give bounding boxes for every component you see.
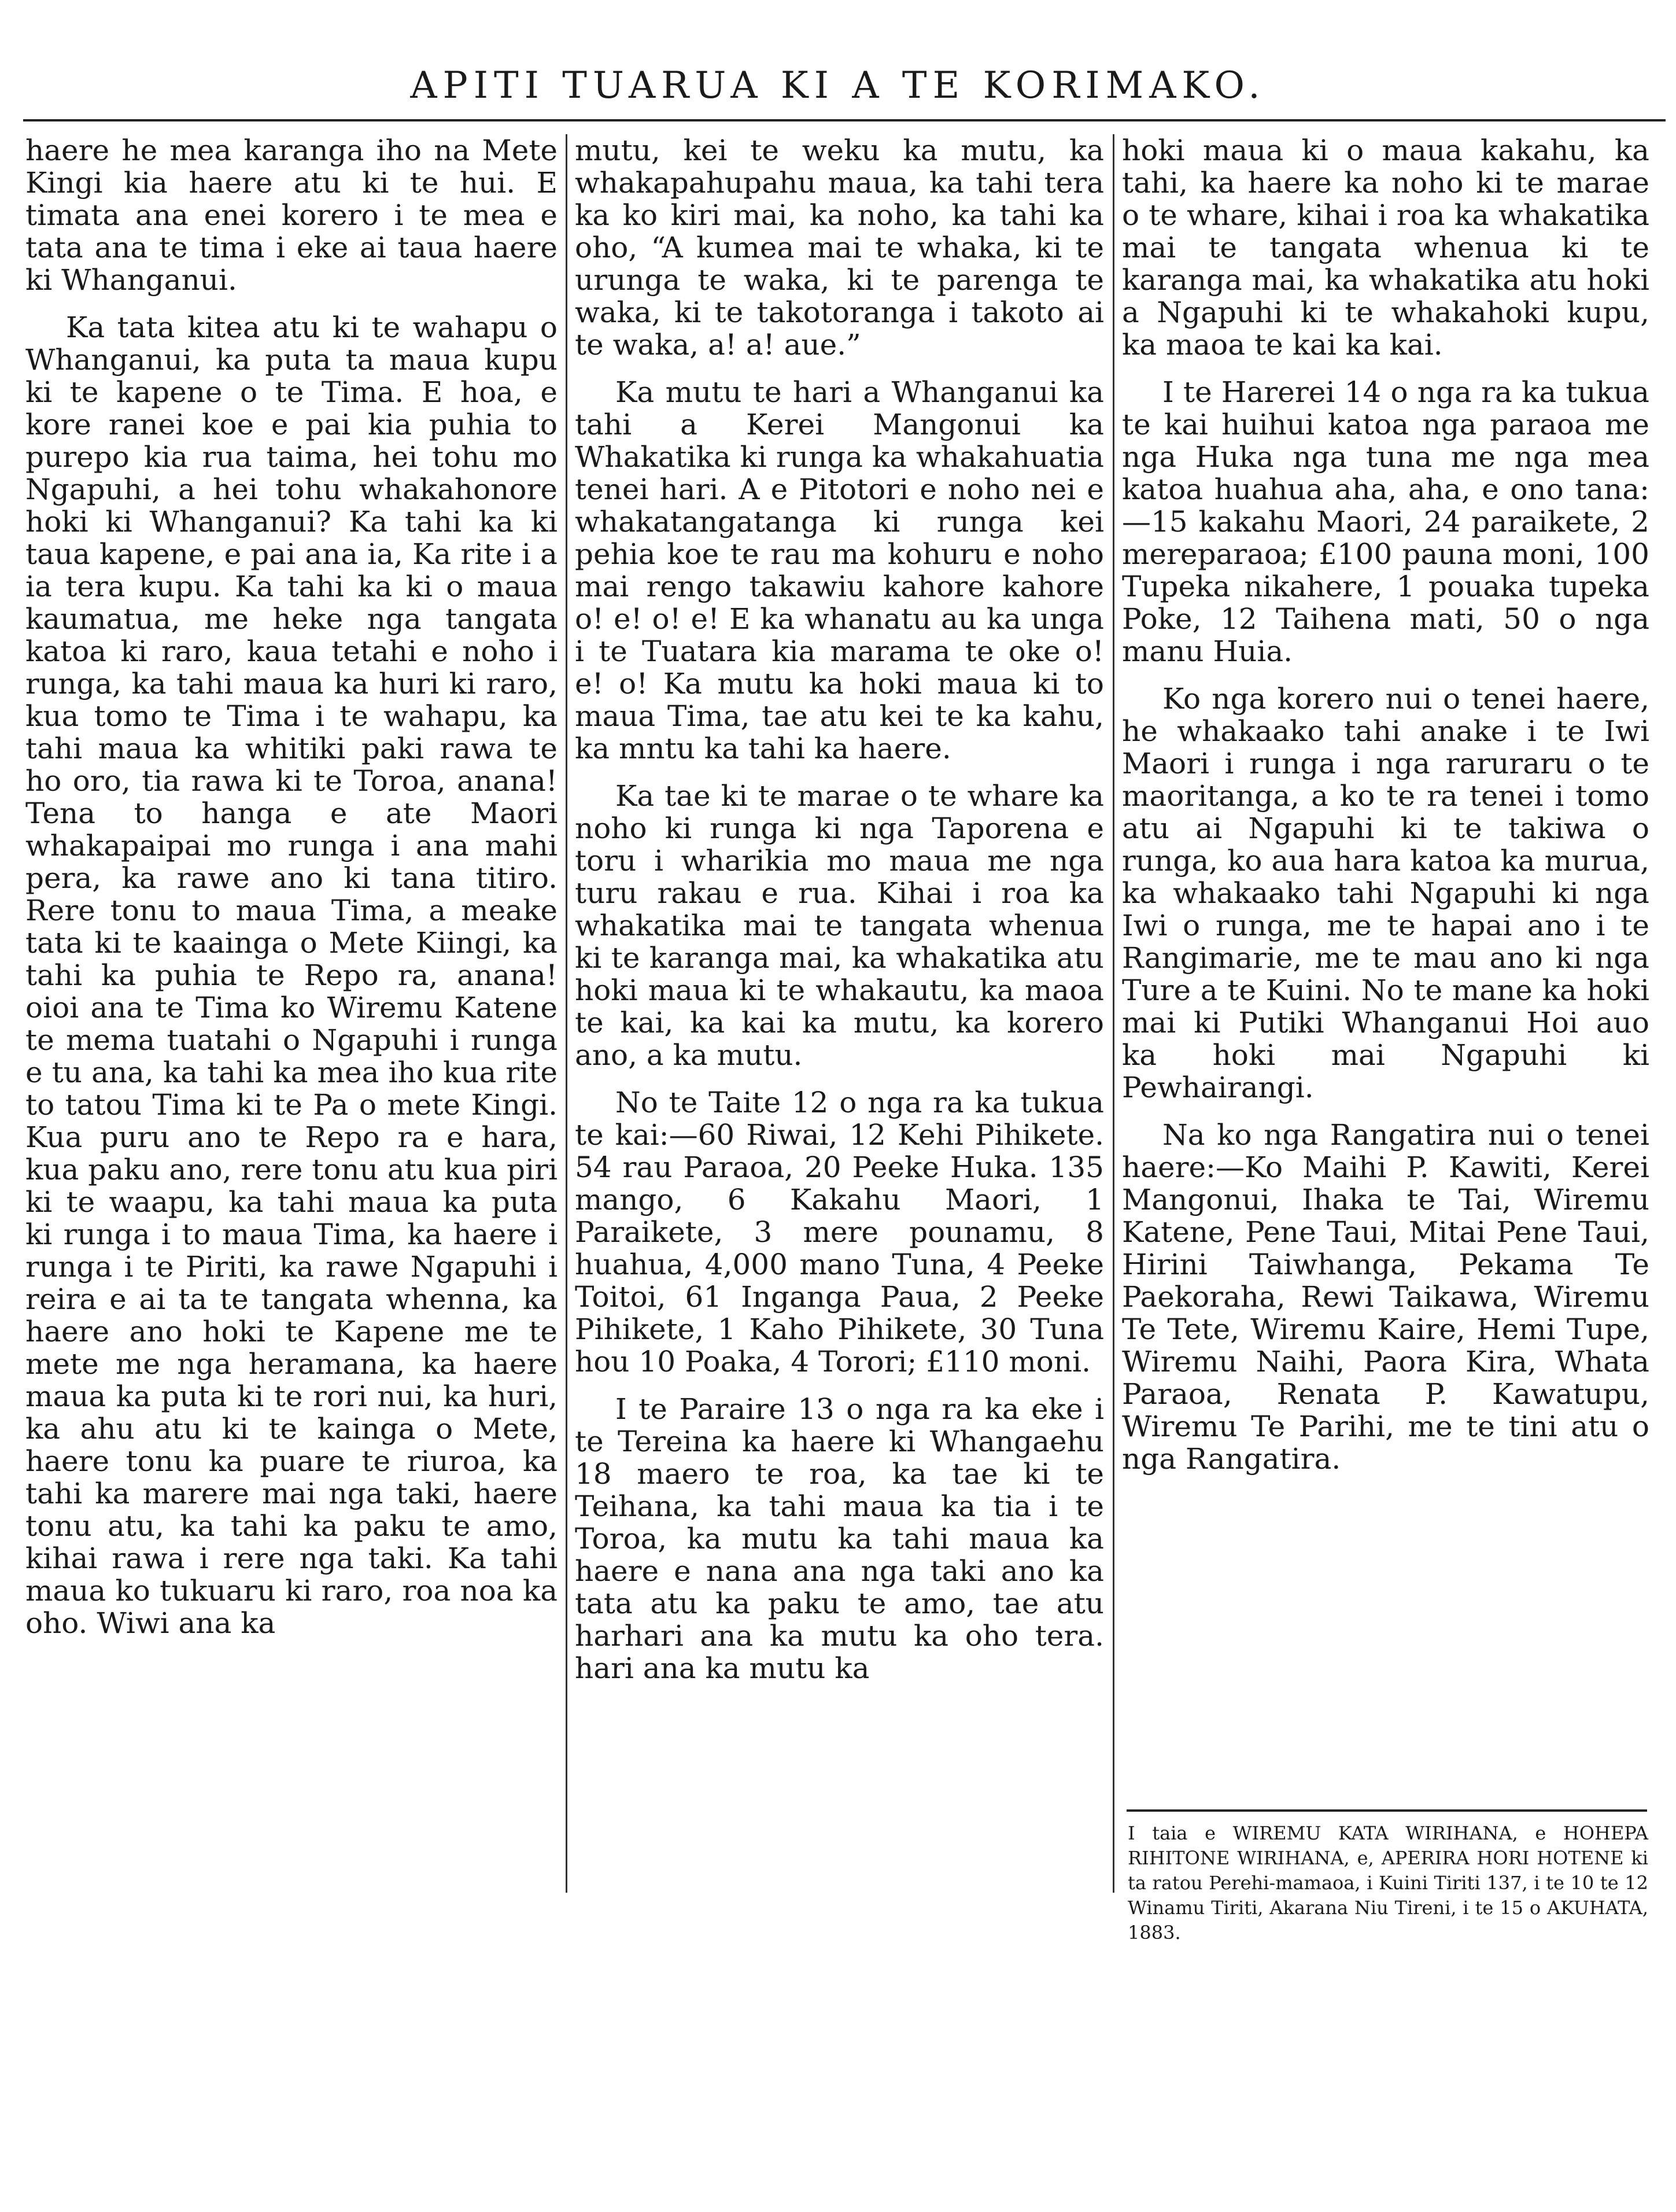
text-column-right [1122,134,1649,1475]
page-title: APITI TUARUA KI A TE KORIMAKO. [410,64,1266,107]
header-rule [23,119,1666,121]
text-column-left [25,134,558,1639]
column-divider-right [1113,134,1114,1893]
paragraph: I te Harerei 14 o nga ra ka tukua te kai huihui katoa nga paraoa me nga Huka nga tuna me nga mea katoa huahua aha, aha, e ono tana:—15 kakahu Maori, 24 paraikete, 2 mereparaoa; £100 pauna moni, 100 Tupeka nikahere, 1 pouaka tupeka Poke, 12 Taihena mati, 50 o nga manu Huia. [1122,375,1649,668]
paragraph: Ko nga korero nui o tenei haere, he whakaako tahi anake i te Iwi Maori i runga i nga raruraru o te maoritanga, a ko te ra tenei i tomo atu ai Ngapuhi ki te takiwa o runga, ko aua hara katoa ka murua, ka whakaako tahi Ngapuhi ki nga Iwi o runga, me te hapai ano i te Rangimarie, me te mau ano ki nga Ture a te Kuini. No te mane ka hoki mai ki Putiki Whanganui Hoi auo ka hoki mai Ngapuhi ki Pewhairangi. [1122,682,1649,1104]
paragraph: haere he mea karanga iho na Mete Kingi kia haere atu ki te hui. E timata ana enei korero i te mea e tata ana te tima i eke ai taua haere ki Whanganui. [25,134,558,297]
paragraph: Ka tata kitea atu ki te wahapu o Whanganui, ka puta ta maua kupu ki te kapene o te Tima. E hoa, e kore ranei koe e pai kia puhia to purepo kia rua taima, hei tohu mo Ngapuhi, a hei tohu whakahonore hoki ki Whanganui? Ka tahi ka ki taua kapene, e pai ana ia, Ka rite i a ia tera kupu. Ka tahi ka ki o maua kaumatua, me heke nga tangata katoa ki raro, kaua tetahi e noho i runga, ka tahi maua ka huri ki raro, kua tomo te Tima i te wahapu, ka tahi maua ka whitiki paki rawa te ho oro, tia rawa ki te Toroa, anana! Tena to hanga e ate Maori whakapaipai mo runga i ana mahi pera, ka rawe ano ki tana titiro. Rere tonu to maua Tima, a meake tata ki te kaainga o Mete Kiingi, ka tahi ka puhia te Repo ra, anana! oioi ana te Tima ko Wiremu Katene te mema tuatahi o Ngapuhi i runga e tu ana, ka tahi ka mea iho kua rite to tatou Tima ki te Pa o mete Kingi. Kua puru ano te Repo ra e hara, kua paku ano, rere tonu atu kua piri ki te waapu, ka tahi maua ka puta ki runga i to maua Tima, ka haere i runga i te Piriti, ka rawe Ngapuhi i reira e ai ta te tangata whenna, ka haere ano hoki te Kapene me te mete me nga heramana, ka haere maua ka puta ki te rori nui, ka huri, ka ahu atu ki te kainga o Mete, haere tonu ka puare te riuroa, ka tahi ka marere mai nga taki, haere tonu atu, ka tahi ka paku te amo, kihai rawa i rere nga taki. Ka tahi maua ko tukuaru ki raro, roa noa ka oho. Wiwi ana ka [25,311,558,1640]
imprint-rule [1127,1809,1647,1812]
text-column-middle [575,134,1104,1684]
printer-imprint: I taia e WIREMU KATA WIRIHANA, e HOHEPA RIHITONE WIRIHANA, e, APERIRA HORI HOTENE ki ta ratou Perehi-mamaoa, i Kuini Tiriti 137, i te 10 te 12 Winamu Tiriti, Akarana Niu Tireni, i te 15 o AKUHATA, 1883. [1128,1822,1648,1944]
paragraph: Ka tae ki te marae o te whare ka noho ki runga ki nga Taporena e toru i wharikia mo maua me nga turu rakau e rua. Kihai i roa ka whakatika mai te tangata whenua ki te karanga mai, ka whakatika atu hoki maua ki te whakautu, ka maoa te kai, ka kai ka mutu, ka korero ano, a ka mutu. [575,779,1104,1072]
paragraph: Ka mutu te hari a Whanganui ka tahi a Kerei Mangonui ka Whakatika ki runga ka whakahuatia tenei hari. A e Pitotori e noho nei e whakatangatanga ki runga kei pehia koe te rau ma kohuru e noho mai rengo takawiu kahore kahore o! e! o! e! E ka whanatu au ka unga i te Tuatara kia marama te oke o! e! o! Ka mutu ka hoki maua ki to maua Tima, tae atu kei te ka kahu, ka mntu ka tahi ka haere. [575,375,1104,765]
paragraph: I te Paraire 13 o nga ra ka eke i te Tereina ka haere ki Whangaehu 18 maero te roa, ka tae ki te Teihana, ka tahi maua ka tia i te Toroa, ka mutu ka tahi maua ka haere e nana ana nga taki ano ka tata atu ka paku te amo, tae atu harhari ana ka mutu ka oho tera. hari ana ka mutu ka [575,1392,1104,1685]
paragraph: hoki maua ki o maua kakahu, ka tahi, ka haere ka noho ki te marae o te whare, kihai i roa ka whakatika mai te tangata whenua ki te karanga mai, ka whakatika atu hoki a Ngapuhi ki te whakahoki kupu, ka maoa te kai ka kai. [1122,134,1649,362]
paragraph: mutu, kei te weku ka mutu, ka whakapahupahu maua, ka tahi tera ka ko kiri mai, ka noho, ka tahi ka oho, “A kumea mai te whaka, ki te urunga te waka, ki te parenga te waka, ki te takotoranga i takoto ai te waka, a! a! aue.” [575,134,1104,362]
paragraph: No te Taite 12 o nga ra ka tukua te kai:—60 Riwai, 12 Kehi Pihikete. 54 rau Paraoa, 20 Peeke Huka. 135 mango, 6 Kakahu Maori, 1 Paraikete, 3 mere pounamu, 8 huahua, 4,000 mano Tuna, 4 Peeke Toitoi, 61 Inganga Paua, 2 Peeke Pihikete, 1 Kaho Pihikete, 30 Tuna hou 10 Poaka, 4 Torori; £110 moni. [575,1086,1104,1378]
column-divider-left [566,134,567,1893]
paragraph: Na ko nga Rangatira nui o tenei haere:—Ko Maihi P. Kawiti, Kerei Mangonui, Ihaka te Tai, Wiremu Katene, Pene Taui, Mitai Pene Taui, Hirini Taiwhanga, Pekama Te Paekoraha, Rewi Taikawa, Wiremu Te Tete, Wiremu Kaire, Hemi Tupe, Wiremu Naihi, Paora Kira, Whata Paraoa, Renata P. Kawatupu, Wiremu Te Parihi, me te tini atu o nga Rangatira. [1122,1118,1649,1476]
